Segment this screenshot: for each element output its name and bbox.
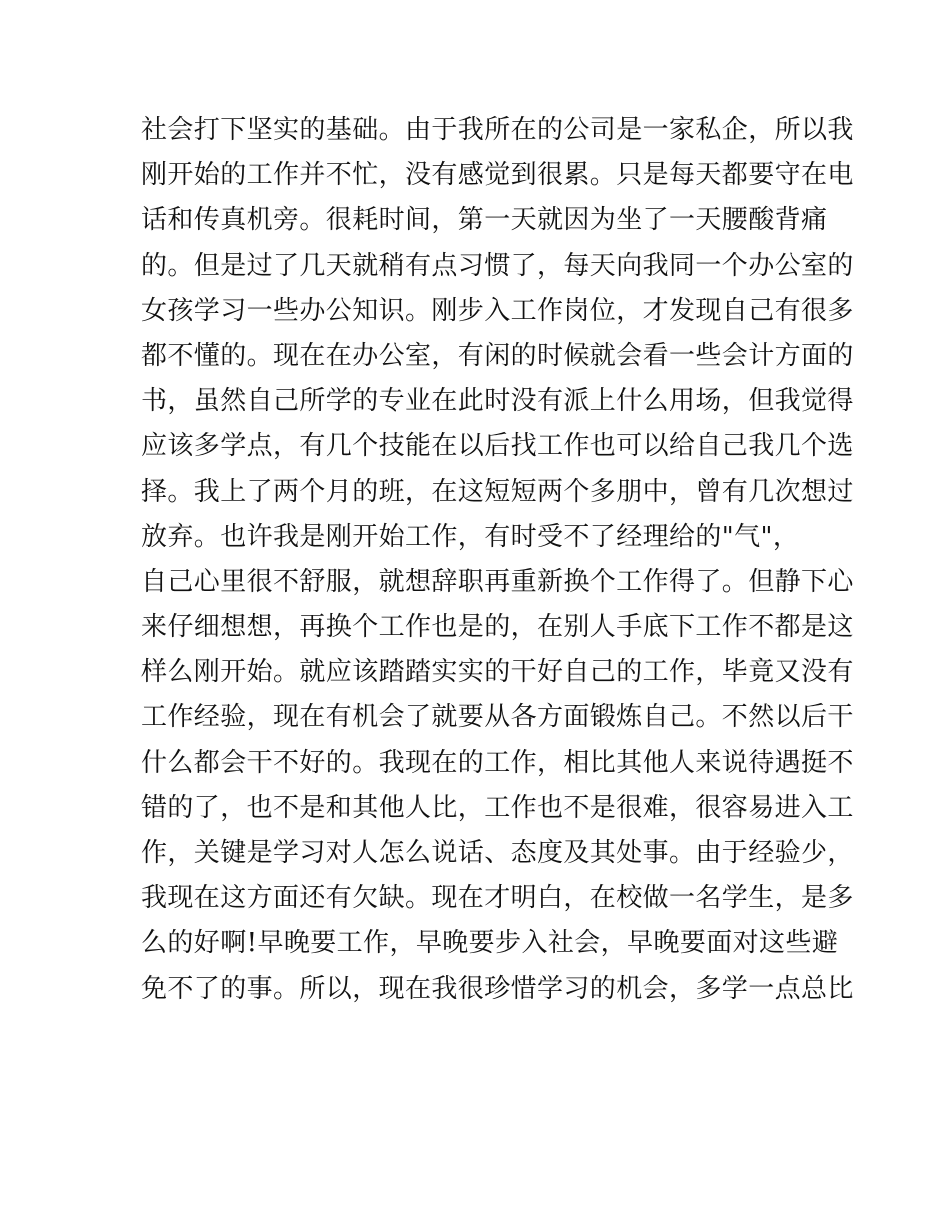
text-line-17: 作，关键是学习对人怎么说话、态度及其处事。由于经验少， [141,838,854,868]
text-line-16: 错的了，也不是和其他人比，工作也不是很难，很容易进入工 [141,792,854,823]
text-line-4: 的。但是过了几天就稍有点习惯了，每天向我同一个办公室的 [141,250,854,281]
text-line-19: 么的好啊!早晚要工作，早晚要步入社会，早晚要面对这些避 [141,928,839,959]
text-line-9: 择。我上了两个月的班，在这短短两个多朋中，曾有几次想过 [141,476,854,507]
text-line-8: 应该多学点，有几个技能在以后找工作也可以给自己我几个选 [141,431,854,462]
text-line-1: 社会打下坚实的基础。由于我所在的公司是一家私企，所以我 [141,115,854,145]
text-line-11: 自己心里很不舒服，就想辞职再重新换个工作得了。但静下心 [141,566,854,597]
text-line-18: 我现在这方面还有欠缺。现在才明白，在校做一名学生，是多 [141,883,854,914]
body-text [141,108,854,1012]
text-line-7: 书，虽然自己所学的专业在此时没有派上什么用场，但我觉得 [141,386,854,417]
text-line-3: 话和传真机旁。很耗时间，第一天就因为坐了一天腰酸背痛 [141,205,828,236]
text-line-15: 什么都会干不好的。我现在的工作，相比其他人来说待遇挺不 [141,747,854,778]
text-line-6: 都不懂的。现在在办公室，有闲的时候就会看一些会计方面的 [141,340,854,371]
text-line-5: 女孩学习一些办公知识。刚步入工作岗位，才发现自己有很多 [141,295,854,326]
text-line-20: 免不了的事。所以，现在我很珍惜学习的机会，多学一点总比 [141,973,854,1004]
text-line-13: 样么刚开始。就应该踏踏实实的干好自己的工作，毕竟又没有 [141,657,854,688]
text-line-10: 放弃。也许我是刚开始工作，有时受不了经理给的"气"， [141,521,800,552]
text-line-12: 来仔细想想，再换个工作也是的，在别人手底下工作不都是这 [141,612,854,643]
text-line-14: 工作经验，现在有机会了就要从各方面锻炼自己。不然以后干 [141,702,854,733]
text-line-2: 刚开始的工作并不忙，没有感觉到很累。只是每天都要守在电 [141,160,854,191]
